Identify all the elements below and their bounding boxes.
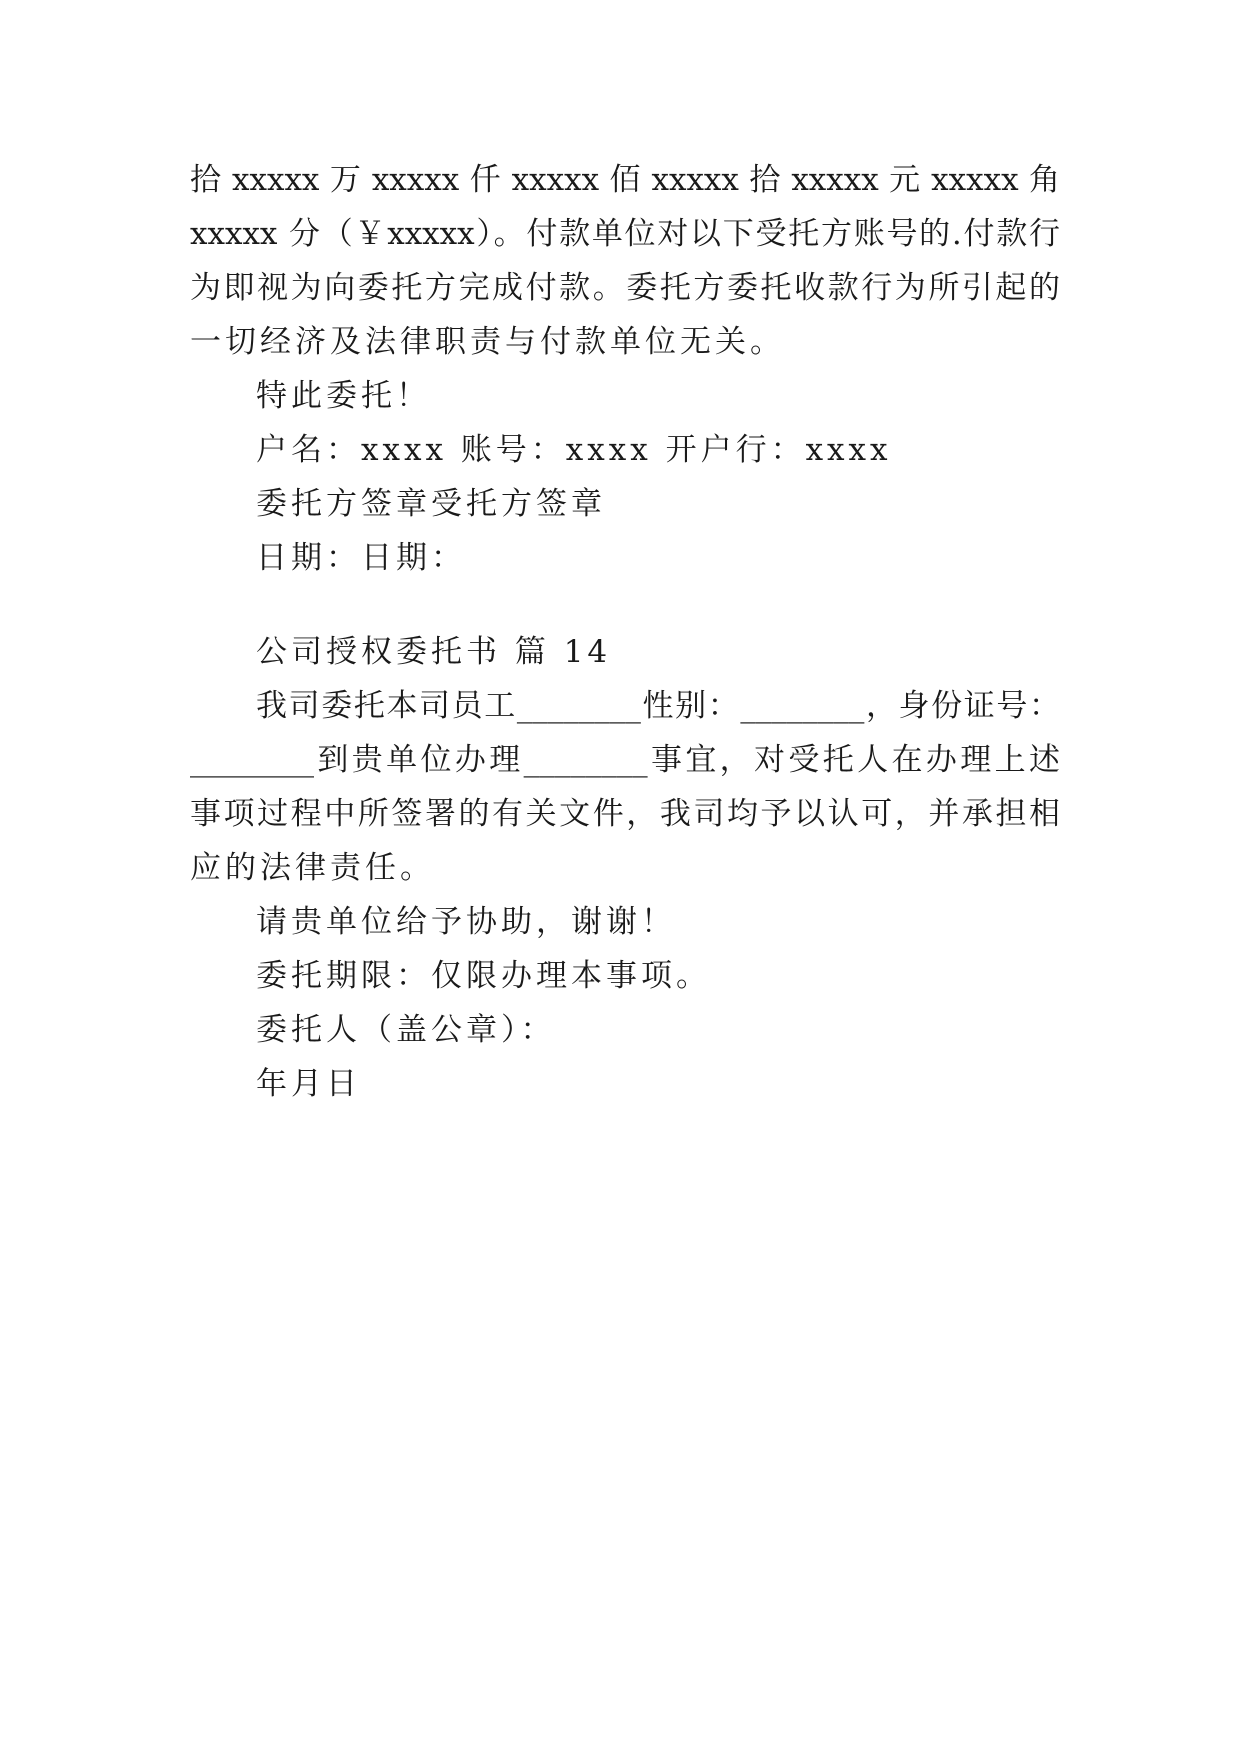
authorization-paragraph-line-2: ________到贵单位办理________事宜，对受托人在办理上述 [190, 742, 1060, 778]
payment-paragraph-line-2: xxxxx 分（￥xxxxx）。付款单位对以下受托方账号的.付款行 [190, 216, 1060, 252]
request-line: 请贵单位给予协助，谢谢！ [256, 904, 676, 940]
term-line: 委托期限：仅限办理本事项。 [256, 958, 711, 994]
signature-line: 委托方签章受托方签章 [256, 486, 606, 522]
authorization-paragraph-line-4: 应的法律责任。 [190, 850, 435, 886]
authorization-paragraph-line-3: 事项过程中所签署的有关文件，我司均予以认可，并承担相 [190, 796, 1060, 832]
payment-paragraph-line-3: 为即视为向委托方完成付款。委托方委托收款行为所引起的 [190, 270, 1060, 306]
date-footer-line: 年月日 [256, 1066, 361, 1102]
payment-paragraph-line-4: 一切经济及法律职责与付款单位无关。 [190, 324, 785, 360]
date-line: 日期：日期： [256, 540, 466, 576]
section-title: 公司授权委托书 篇 14 [256, 634, 612, 670]
payment-paragraph-line-1: 拾 xxxxx 万 xxxxx 仟 xxxxx 佰 xxxxx 拾 xxxxx 元 xxxxx 角 [190, 162, 1060, 198]
closing-line: 特此委托！ [256, 378, 431, 414]
account-info-line: 户名：xxxx 账号：xxxx 开户行：xxxx [256, 432, 892, 468]
principal-line: 委托人（盖公章）： [256, 1012, 556, 1048]
authorization-paragraph-line-1: 我司委托本司员工________性别：________，身份证号： [256, 688, 1060, 724]
